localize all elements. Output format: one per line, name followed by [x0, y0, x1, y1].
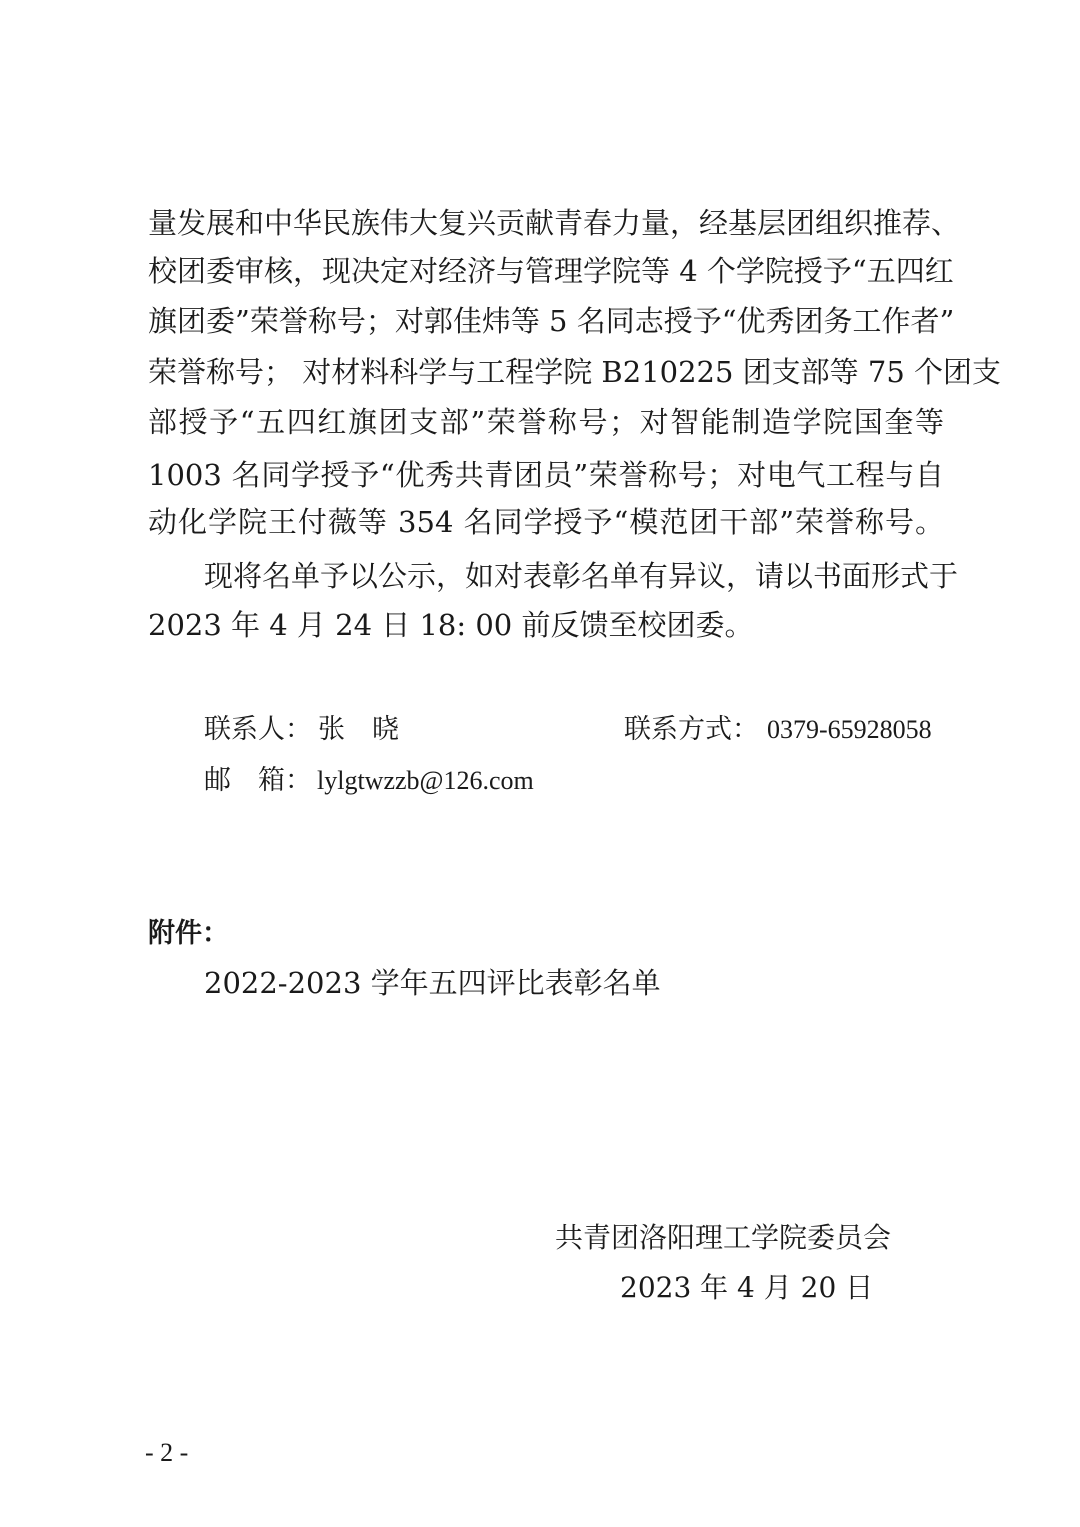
- contact-person-name: 张 晓: [318, 714, 399, 745]
- notice-line-2: 2023 年 4 月 24 日 18: 00 前反馈至校团委。: [148, 608, 754, 642]
- contact-email-value: lylgtwzzb@126.com: [317, 766, 534, 795]
- signature-organization: 共青团洛阳理工学院委员会: [555, 1221, 892, 1254]
- notice-line-1: 现将名单予以公示，如对表彰名单有异议，请以书面形式于: [204, 559, 959, 593]
- body-line-1: 量发展和中华民族伟大复兴贡献青春力量，经基层团组织推荐、: [148, 206, 961, 240]
- body-line-3: 旗团委”荣誉称号；对郭佳炜等 5 名同志授予“优秀团务工作者”: [148, 304, 955, 338]
- contact-person-label: 联系人：: [204, 714, 312, 745]
- contact-phone-label: 联系方式：: [624, 714, 759, 745]
- contact-email-label: 邮 箱：: [204, 765, 312, 796]
- page-number: - 2 -: [145, 1438, 189, 1467]
- body-line-7: 动化学院王付薇等 354 名同学授予“模范团干部”荣誉称号。: [148, 505, 944, 539]
- attachment-heading: 附件：: [148, 918, 229, 949]
- body-line-4: 荣誉称号； 对材料科学与工程学院 B210225 团支部等 75 个团支: [148, 355, 1002, 389]
- attachment-item: 2022-2023 学年五四评比表彰名单: [204, 966, 661, 1000]
- body-line-2: 校团委审核，现决定对经济与管理学院等 4 个学院授予“五四红: [148, 254, 954, 288]
- body-line-6: 1003 名同学授予“优秀共青团员”荣誉称号；对电气工程与自: [148, 458, 944, 492]
- signature-date: 2023 年 4 月 20 日: [620, 1271, 874, 1304]
- contact-phone-value: 0379-65928058: [767, 715, 932, 744]
- body-line-5: 部授予“五四红旗团支部”荣誉称号；对智能制造学院国奎等: [148, 405, 944, 439]
